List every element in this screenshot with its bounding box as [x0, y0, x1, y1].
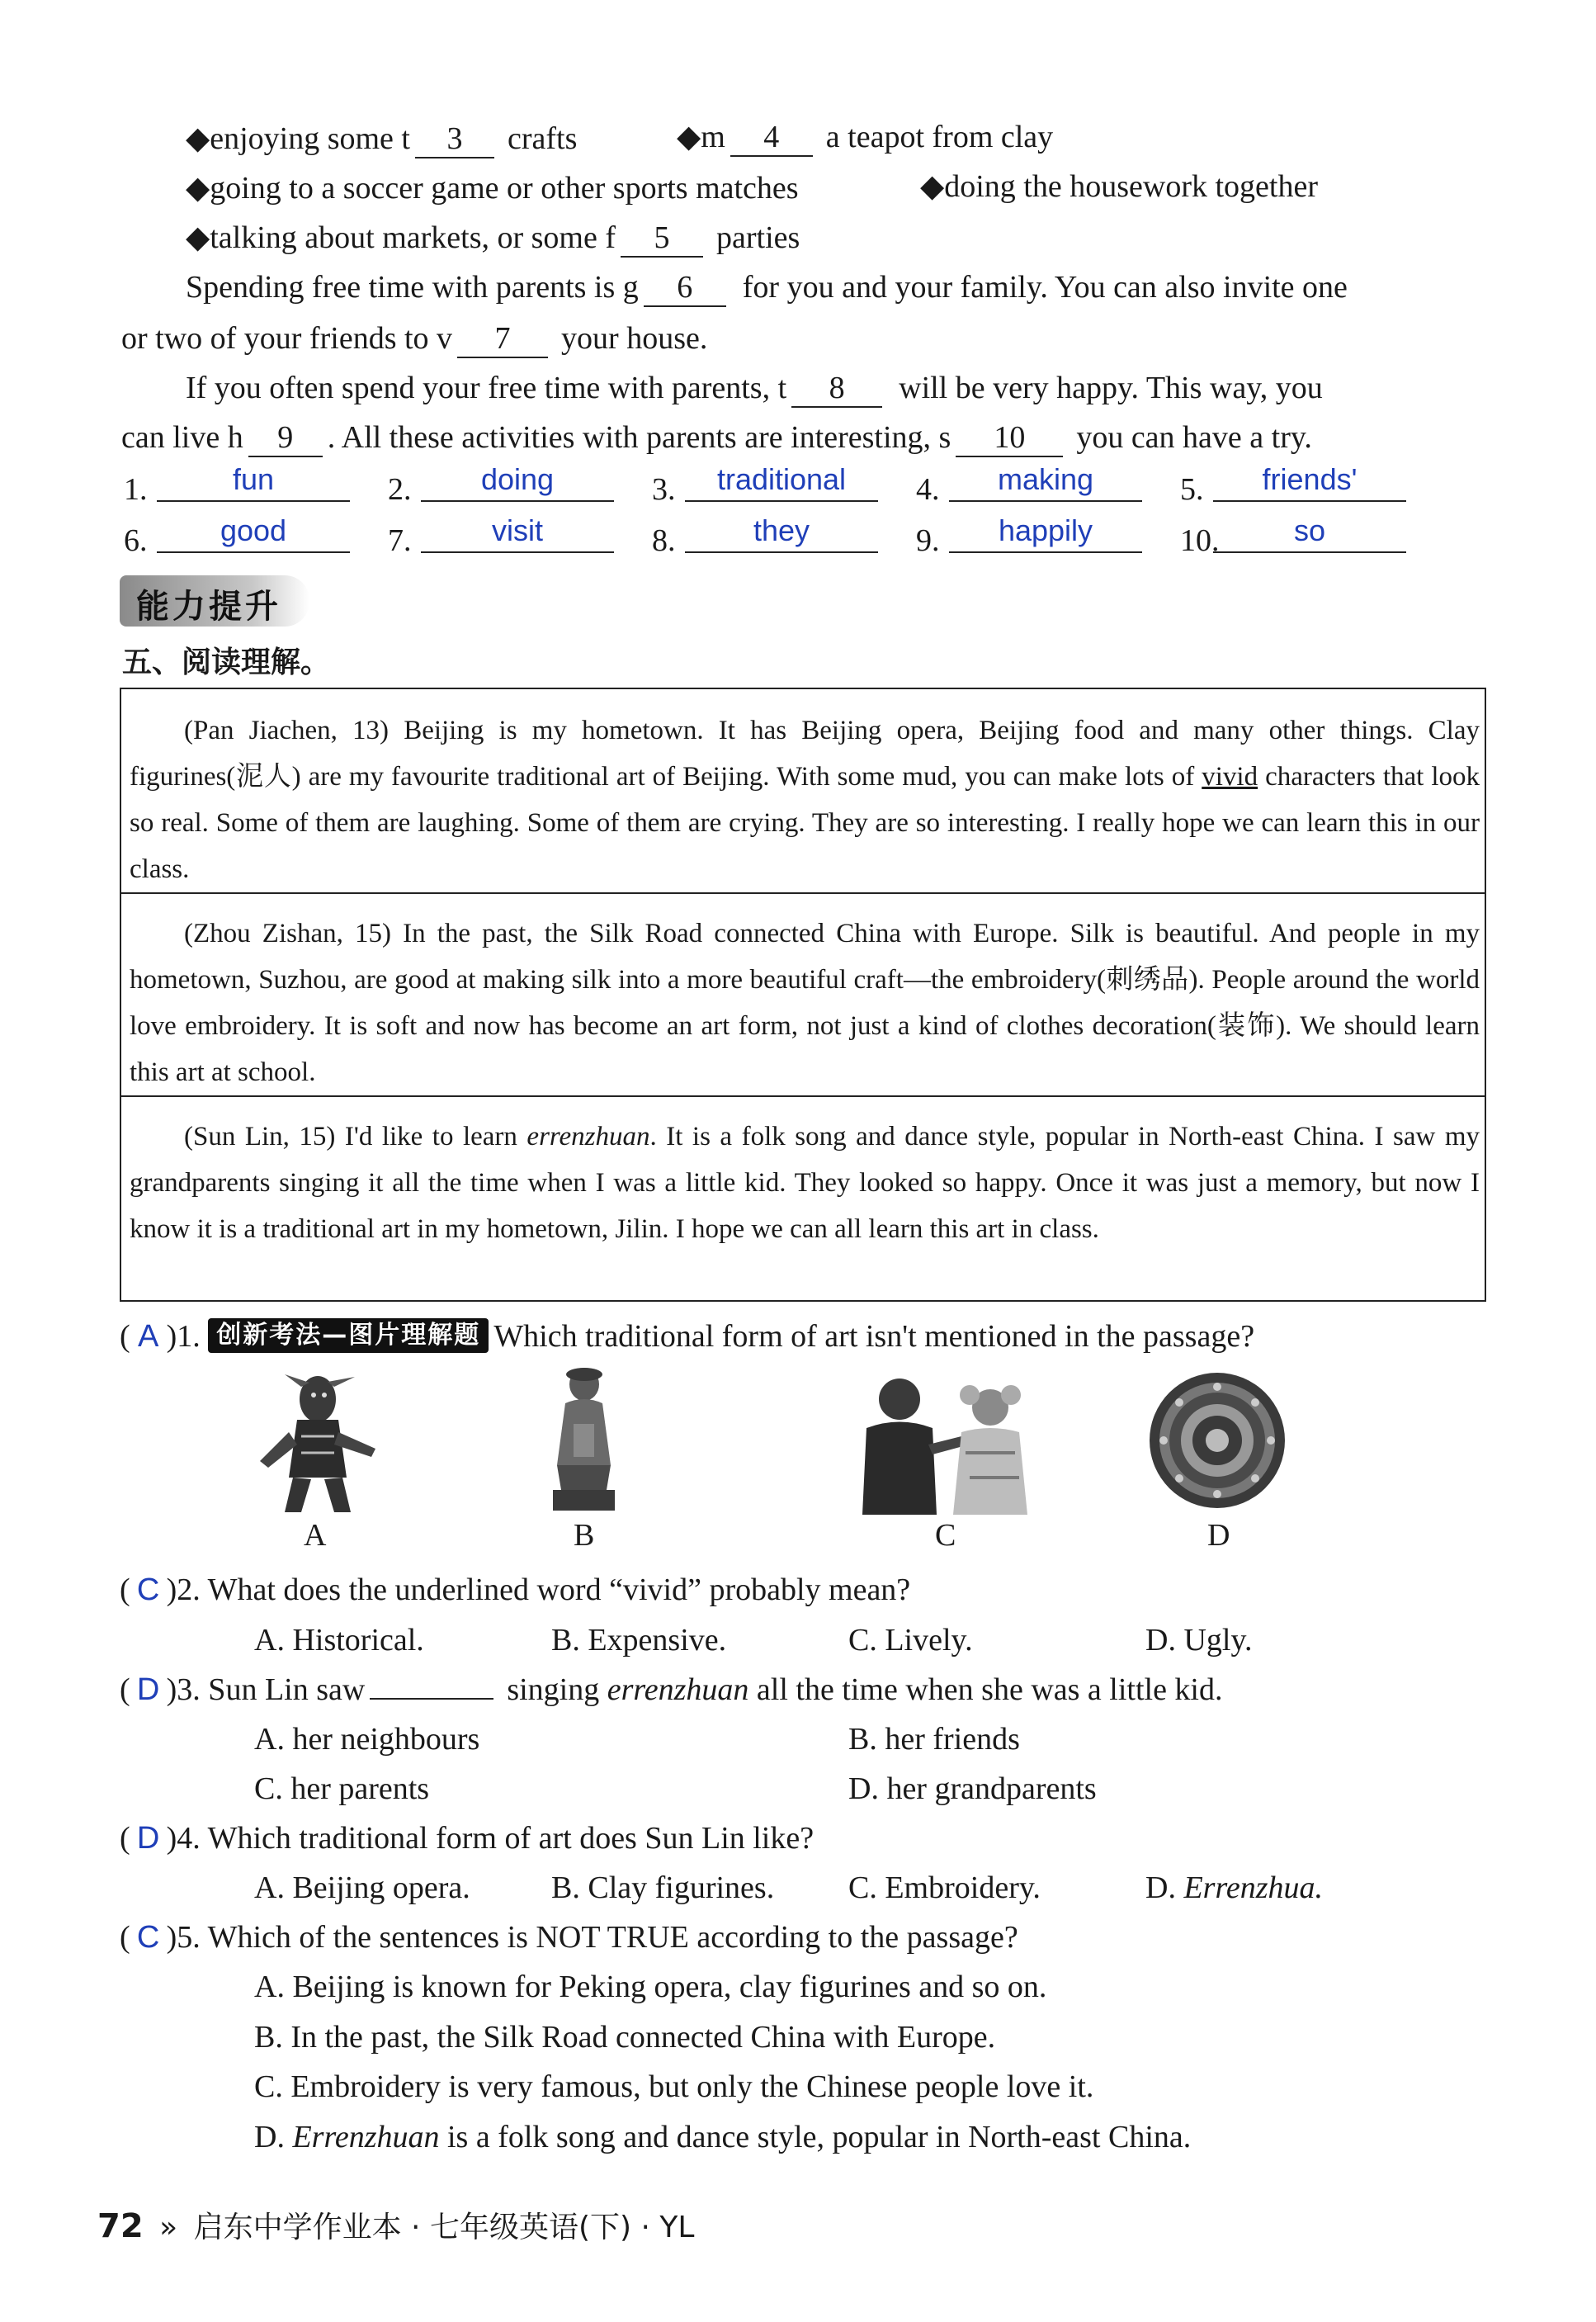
reading-box-pan: (Pan Jiachen, 13) Beijing is my hometown. It has Beijing opera, Beijing food and many other things. Clay figurines(泥人) are my favourite traditional art of Beijing. With some mud, you can make lots of vivid characters that look so real. Some of them are laughing. Some of them are crying. They are so interesting. I really hope we can learn this in our class.: [120, 688, 1486, 894]
answer-number: 3.: [652, 472, 676, 507]
answer-value: traditional: [685, 459, 878, 502]
bullet-line-1b: ◆m 4 a teapot from clay: [677, 116, 1053, 158]
q2-option-d: D. Ugly.: [1145, 1623, 1253, 1658]
answer-value: making: [949, 459, 1142, 502]
diamond-icon: ◆: [186, 171, 210, 206]
embroidery-image: [1147, 1370, 1287, 1511]
diamond-icon: ◆: [920, 169, 945, 204]
answer-value: so: [1213, 510, 1406, 553]
question-3: ( D )3. Sun Lin saw singing errenzhuan all the time when she was a little kid.: [120, 1669, 1223, 1710]
clay-figurine-image: [545, 1366, 623, 1515]
answer-value: they: [685, 510, 878, 553]
answer-letter: A: [137, 1319, 159, 1354]
bullet-line-2b: ◆doing the housework together: [920, 169, 1318, 204]
answer-letter: C: [136, 1572, 160, 1607]
bullet-line-1: ◆enjoying some t 3 crafts: [186, 118, 577, 159]
innovation-tag: 创新考法—图片理解题: [208, 1318, 489, 1353]
answer-value: friends': [1213, 459, 1406, 502]
answer-number: 8.: [652, 523, 676, 558]
q5-option-d: D. Errenzhuan is a folk song and dance style, popular in North-east China.: [254, 2120, 1192, 2154]
para2-line1: If you often spend your free time with parents, t 8 will be very happy. This way, you: [186, 367, 1323, 409]
reading-box-zhou: (Zhou Zishan, 15) In the past, the Silk Road connected China with Europe. Silk is beautiful. And people in my hometown, Suzhou, are good at making silk into a more beautiful craft—the embroidery(刺绣品). People around the world love embroidery. It is soft and now has become an art form, not just a kind of clothes decoration(装饰). We should learn this art at school.: [120, 892, 1486, 1097]
question-5: ( C )5. Which of the sentences is NOT TRUE according to the passage?: [120, 1917, 1018, 1958]
image-label-d: D: [1207, 1518, 1230, 1553]
image-label-b: B: [574, 1518, 595, 1553]
q3-option-b: B. her friends: [848, 1722, 1020, 1757]
q5-option-c: C. Embroidery is very famous, but only the Chinese people love it.: [254, 2069, 1094, 2104]
answer-number: 4.: [916, 472, 940, 507]
answer-1: [124, 462, 350, 512]
double-chevron-icon: »: [159, 2211, 178, 2244]
q3-option-d: D. her grandparents: [848, 1771, 1097, 1806]
answer-letter: C: [136, 1920, 160, 1955]
answer-number: 7.: [388, 523, 412, 558]
section-banner: 能力提升: [120, 575, 309, 627]
answer-2: [388, 462, 614, 512]
answer-4: [916, 462, 1142, 512]
image-label-c: C: [935, 1518, 956, 1553]
answer-number: 2.: [388, 472, 412, 507]
answer-number: 6.: [124, 523, 148, 558]
answer-value: good: [157, 510, 350, 553]
page-number: 72: [97, 2207, 144, 2245]
q2-option-c: C. Lively.: [848, 1623, 973, 1658]
q4-option-c: C. Embroidery.: [848, 1870, 1041, 1905]
answer-value: visit: [421, 510, 614, 553]
question-2: ( C )2. What does the underlined word “vivid” probably mean?: [120, 1569, 910, 1610]
diamond-icon: ◆: [186, 220, 210, 255]
para1-line1: Spending free time with parents is g 6 for you and your family. You can also invite one: [186, 267, 1348, 308]
question-1: ( A )1. 创新考法—图片理解题 Which traditional form of art isn't mentioned in the passage?: [120, 1316, 1254, 1357]
question-4: ( D )4. Which traditional form of art does Sun Lin like?: [120, 1818, 814, 1859]
q3-option-c: C. her parents: [254, 1771, 430, 1806]
answer-number: 9.: [916, 523, 940, 558]
answer-6: [124, 513, 350, 563]
diamond-icon: ◆: [186, 121, 210, 156]
book-title: 启东中学作业本 · 七年级英语(下) · YL: [193, 2211, 695, 2244]
q4-option-d: D. Errenzhua.: [1145, 1870, 1323, 1905]
q5-option-b: B. In the past, the Silk Road connected China with Europe.: [254, 2020, 996, 2055]
section-title: 五、阅读理解。: [122, 646, 331, 679]
answer-7: [388, 513, 614, 563]
answer-5: [1180, 462, 1406, 512]
page-footer: [97, 2204, 694, 2246]
q4-option-b: B. Clay figurines.: [551, 1870, 775, 1905]
errenzhuan-performers-image: [854, 1370, 1044, 1515]
answer-9: [916, 513, 1142, 563]
diamond-icon: ◆: [677, 120, 701, 154]
q5-option-a: A. Beijing is known for Peking opera, clay figurines and so on.: [254, 1970, 1047, 2004]
q2-option-a: A. Historical.: [254, 1623, 424, 1658]
reading-box-sun: (Sun Lin, 15) I'd like to learn errenzhuan. It is a folk song and dance style, popular in North-east China. I saw my grandparents singing it all the time when I was a little kid. They looked so happy. Once it was just a memory, but now I know it is a traditional art in my hometown, Jilin. I hope we can all learn this art in class.: [120, 1095, 1486, 1302]
underlined-word-vivid: vivid: [1202, 762, 1258, 792]
image-label-a: A: [304, 1518, 327, 1553]
answer-letter: D: [136, 1672, 160, 1707]
q3-option-a: A. her neighbours: [254, 1722, 480, 1757]
q2-option-b: B. Expensive.: [551, 1623, 727, 1658]
answer-10: [1180, 513, 1406, 563]
bullet-line-3: ◆talking about markets, or some f 5 parties: [186, 217, 800, 258]
answer-number: 10.: [1180, 523, 1220, 558]
answer-value: doing: [421, 459, 614, 502]
answer-letter: D: [136, 1821, 160, 1856]
shadow-puppet-image: [252, 1370, 384, 1515]
answer-number: 1.: [124, 472, 148, 507]
answer-3: [652, 462, 878, 512]
para2-line2: can live h 9 . All these activities with parents are interesting, s 10 you can have a try.: [121, 417, 1312, 458]
para1-line2: or two of your friends to v 7 your house.: [121, 318, 707, 359]
answer-8: [652, 513, 878, 563]
q4-option-a: A. Beijing opera.: [254, 1870, 470, 1905]
answer-value: fun: [157, 459, 350, 502]
bullet-line-2: ◆going to a soccer game or other sports matches: [186, 171, 799, 206]
answer-number: 5.: [1180, 472, 1204, 507]
answer-value: happily: [949, 510, 1142, 553]
